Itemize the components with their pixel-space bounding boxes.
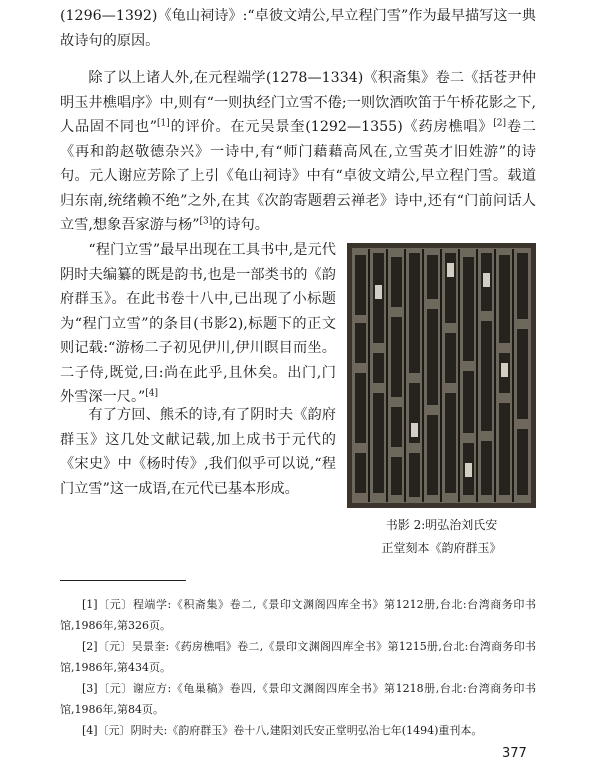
paragraph-4: 有了方回、熊禾的诗,有了阴时夫《韵府群玉》这几处文献记载,加上成书于元代的《宋史》中《杨时传》,我们似乎可以说,“程门立雪”这一成语,在元代已基本形成。 — [60, 407, 336, 497]
footnote-2: [2]〔元〕吴景奎:《药房樵唱》卷二,《景印文渊阁四库全书》第1215册,台北:台湾商务印书馆,1986年,第434页。 — [60, 640, 536, 674]
footnote-ref-4[interactable]: [4] — [145, 388, 159, 399]
para2-text-a: 除了以上诸人外,在元程端学(1278—1334)《积斋集》卷二《括苍尹仲明玉井樵唱序》中,则有“一则执经门立雪不倦;一则饮酒吹笛于午桥花影之下,人品固不同也” — [60, 70, 536, 135]
paragraph-3 — [60, 238, 336, 410]
para2-text-d: 的诗句。 — [212, 217, 269, 233]
footnote-1: [1]〔元〕程端学:《积斋集》卷二,《景印文渊阁四库全书》第1212册,台北:台湾商务印书馆,1986年,第326页。 — [60, 598, 536, 632]
paragraph-1: (1296—1392)《龟山祠诗》:“卓彼文靖公,早立程门雪”作为最早描写这一典故诗句的原因。 — [60, 8, 536, 49]
paragraph-2 — [60, 66, 536, 238]
figure-caption-line-1: 书影 2:明弘治刘氏安 — [385, 518, 498, 532]
figure-caption-line-2: 正堂刻本《韵府群玉》 — [381, 541, 502, 555]
footnote-ref-2[interactable]: [2] — [493, 118, 507, 129]
footnote-ref-3[interactable]: [3] — [199, 216, 213, 227]
page-number: 377 — [502, 746, 527, 761]
footnote-3: [3]〔元〕谢应方:《龟巢稿》卷四,《景印文渊阁四库全书》第1218册,台北:台湾商务印书馆,1986年,第84页。 — [60, 682, 536, 716]
book-page-image — [347, 243, 536, 508]
footnotes — [60, 594, 536, 741]
para3-text: “程门立雪”最早出现在工具书中,是元代阴时夫编纂的既是韵书,也是一部类书的《韵府群玉》。在此书卷十八中,已出现了小标题为“程门立雪”的条目(书影2),标题下的正文则记载:“游杨二子初见伊川,伊川瞑目而坐。二子侍,既觉,曰:尚在此乎,且休矣。出门,门外雪深一尺。” — [60, 242, 336, 405]
footnote-divider — [60, 580, 186, 581]
footnote-ref-1[interactable]: [1] — [157, 118, 170, 129]
para2-text-b: 的评价。在元吴景奎(1292—1355)《药房樵唱》 — [169, 119, 494, 135]
para2-text-c: 卷二《再和韵赵敬德杂兴》一诗中,有“师门藉藉高风在,立雪英才旧姓游”的诗句。元人谢应芳除了上引《龟山祠诗》中有“卓彼文靖公,早立程门雪。载道归东南,统绪赖不绝”之外,在其《次韵寄题碧云禅老》诗中,还有“门前问话人立雪,想象吾家游与杨” — [60, 119, 536, 233]
footnote-4: [4]〔元〕阴时夫:《韵府群玉》卷十八,建阳刘氏安正堂明弘治七年(1494)重刊本。 — [82, 724, 483, 737]
woodblock-print-illustration — [347, 243, 536, 508]
